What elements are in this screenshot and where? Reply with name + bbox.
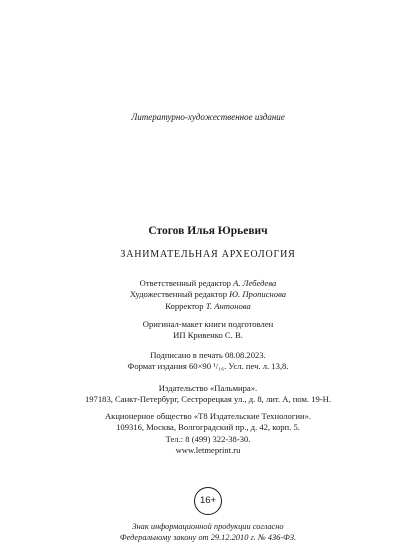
author-name: Стогов Илья Юрьевич	[148, 225, 268, 237]
credit-name: Т. Антонова	[205, 300, 251, 311]
printer-phone: Тел.: 8 (499) 322-38-30.	[165, 433, 251, 444]
credit-line-proofreader	[0, 301, 416, 312]
credit-line-art-editor	[0, 289, 416, 300]
age-note-line: Знак информационной продукции согласно	[132, 522, 284, 531]
printer-name: Акционерное общество «Т8 Издательские Технологии».	[104, 411, 312, 421]
publisher-block	[0, 383, 416, 406]
age-rating-badge: 16+	[194, 487, 222, 515]
printer-website: www.letmeprint.ru	[175, 445, 241, 456]
printer-block	[0, 411, 416, 457]
credit-line-chief-editor	[0, 278, 416, 289]
layout-prep-block	[0, 319, 416, 342]
print-format: Формат издания 60×90 ¹/₁₆. Усл. печ. л. 13,8.	[127, 361, 289, 372]
print-info-block	[0, 350, 416, 373]
credit-role: Корректор	[165, 300, 204, 311]
age-rating-note	[0, 521, 416, 543]
layout-prep-entity: ИП Кривенко С. В.	[173, 330, 243, 341]
credit-name: Ю. Прописнова	[229, 289, 287, 300]
book-title: ЗАНИМАТЕЛЬНАЯ АРХЕОЛОГИЯ	[120, 249, 296, 260]
credits-block	[0, 278, 416, 312]
publisher-address: 197183, Санкт-Петербург, Сестрорецкая ул., д. 8, лит. А, пом. 19-Н.	[84, 394, 332, 405]
publisher-name: Издательство «Пальмира».	[158, 383, 258, 393]
credit-role: Художественный редактор	[129, 289, 228, 300]
print-signed-date: Подписано в печать 08.08.2023.	[150, 350, 266, 360]
credit-name: А. Лебедева	[233, 278, 277, 288]
printer-address: 109316, Москва, Волгоградский пр., д. 42, корп. 5.	[116, 422, 300, 433]
age-note-law: Федеральному закону от 29.12.2010 г. № 436-ФЗ.	[119, 533, 297, 542]
layout-prep-line: Оригинал-макет книги подготовлен	[142, 319, 274, 329]
credit-role: Ответственный редактор	[139, 278, 231, 288]
genre-note: Литературно-художественное издание	[131, 112, 285, 122]
